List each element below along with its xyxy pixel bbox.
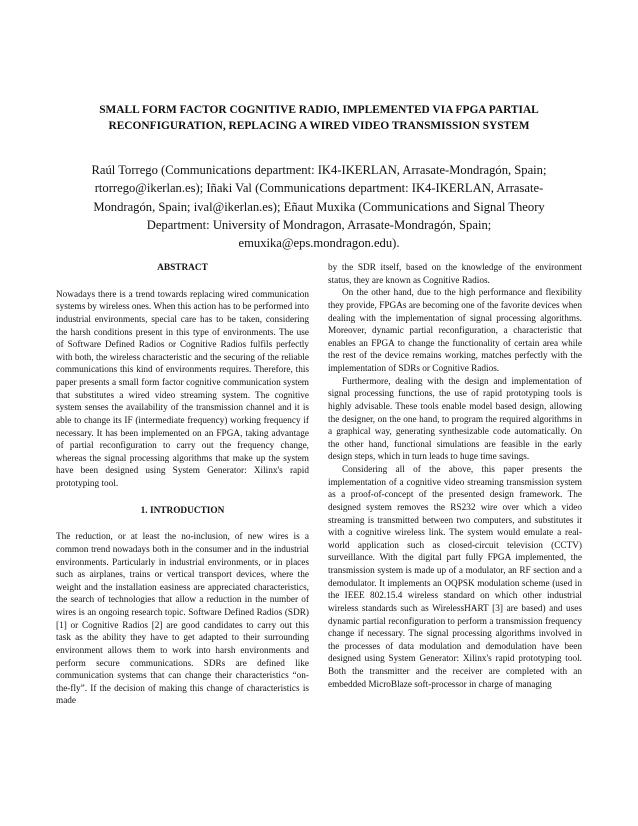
intro-paragraph-continued: by the SDR itself, based on the knowledge of the environment status, they are known as Cognitive Radios. xyxy=(328,263,582,286)
intro-paragraph-1: The reduction, or at least the no-inclusion, of new wires is a common trend nowadays both in the consumer and in the industrial environments. Particularly in industrial environments, or in places such as airplanes, trains or vertical transport devices, where the weight and the installation easiness are appreciated characteristics, the search of technologies that allow a reduction in the number of wires is an ongoing research topic. Software Defined Radios (SDR) [1] or Cognitive Radios [2] are good candidates to carry out this task as the ability they have to get adapted to their surrounding environment allows them to work into harsh environments and perform secure communications. SDRs are defined like communication systems that can change their characteristics “on-the-fly”. If the decision of making this change of characteristics is made xyxy=(56,532,309,707)
paper-title: SMALL FORM FACTOR COGNITIVE RADIO, IMPLEMENTED VIA FPGA PARTIAL RECONFIGURATION, REPLACING A WIRED VIDEO TRANSMISSION SYSTEM xyxy=(99,104,539,132)
intro-paragraph-2: On the other hand, due to the high performance and flexibility they provide, FPGAs are becoming one of the favorite devices when dealing with the implementation of signal processing algorithms. Moreover, dynamic partial reconfiguration, a characteristic that enables an FPGA to change the functionality of certain area while the rest of the device remains working, matches perfectly with the implementation of SDRs or Cognitive Radios. xyxy=(328,288,582,374)
left-column xyxy=(56,262,309,708)
author-block: Raúl Torrego (Communications department: IK4-IKERLAN, Arrasate-Mondragón, Spain; rtorrego@ikerlan.es); Iñaki Val (Communications department: IK4-IKERLAN, Arrasate-Mondragón, Spain; ival@ikerlan.es); Eñaut Muxika (Communications and Signal Theory Department: University of Mondragon, Arrasate-Mondragón, Spain; emuxika@eps.mondragon.edu). xyxy=(91,163,547,251)
section-heading-introduction: 1. INTRODUCTION xyxy=(140,505,225,516)
intro-paragraph-3: Furthermore, dealing with the design and implementation of signal processing functions, the use of rapid prototyping tools is highly advisable. These tools enable model based design, allowing the designer, on the one hand, to program the required algorithms in a graphical way, generating synthesizable code automatically. On the other hand, functional simulations are feasible in the early design steps, which in turn leads to huge time savings. xyxy=(328,376,582,463)
intro-paragraph-4: Considering all of the above, this paper presents the implementation of a cognitive video streaming transmission system as a proof-of-concept of the presented design framework. The designed system removes the RS232 wire over which a video streaming is transmitted between two computers, and substitutes it with a cognitive wireless link. The system would emulate a real-world application such as closed-circuit television (CCTV) surveillance. With the digital part fully FPGA implemented, the transmission system is made up of a modulator, an RF section and a demodulator. It implements an OQPSK modulation scheme (used in the IEEE 802.15.4 wireless standard on which other industrial wireless standards such as WirelessHART [3] are based) and uses dynamic partial reconfiguration to perform a transmission frequency change if necessary. The signal processing algorithms involved in the processes of data modulation and demodulation have been designed using System Generator: Xilinx's rapid prototyping tool. Both the transmitter and the receiver are completed with an embedded MicroBlaze soft-processor in charge of managing xyxy=(328,465,582,690)
abstract-paragraph: Nowadays there is a trend towards replacing wired communication systems by wireless ones. When this action has to be performed into industrial environments, special care has to be taken, considering the harsh conditions present in this type of environments. The use of Software Defined Radios or Cognitive Radios fulfils perfectly with both, the wireless characteristic and the securing of the reliable communications this kind of environments requires. Therefore, this paper presents a small form factor cognitive communication system that substitutes a wired video streaming system. The cognitive system senses the availability of the transmission channel and it is able to change its IF (intermediate frequency) working frequency if necessary. It has been implemented on an FPGA, taking advantage of partial reconfiguration to carry out the frequency change, whereas the signal processing algorithms that make up the system have been designed using System Generator: Xilinx's rapid prototyping tool. xyxy=(56,289,309,489)
right-column xyxy=(328,262,582,691)
abstract-heading: ABSTRACT xyxy=(157,263,208,273)
